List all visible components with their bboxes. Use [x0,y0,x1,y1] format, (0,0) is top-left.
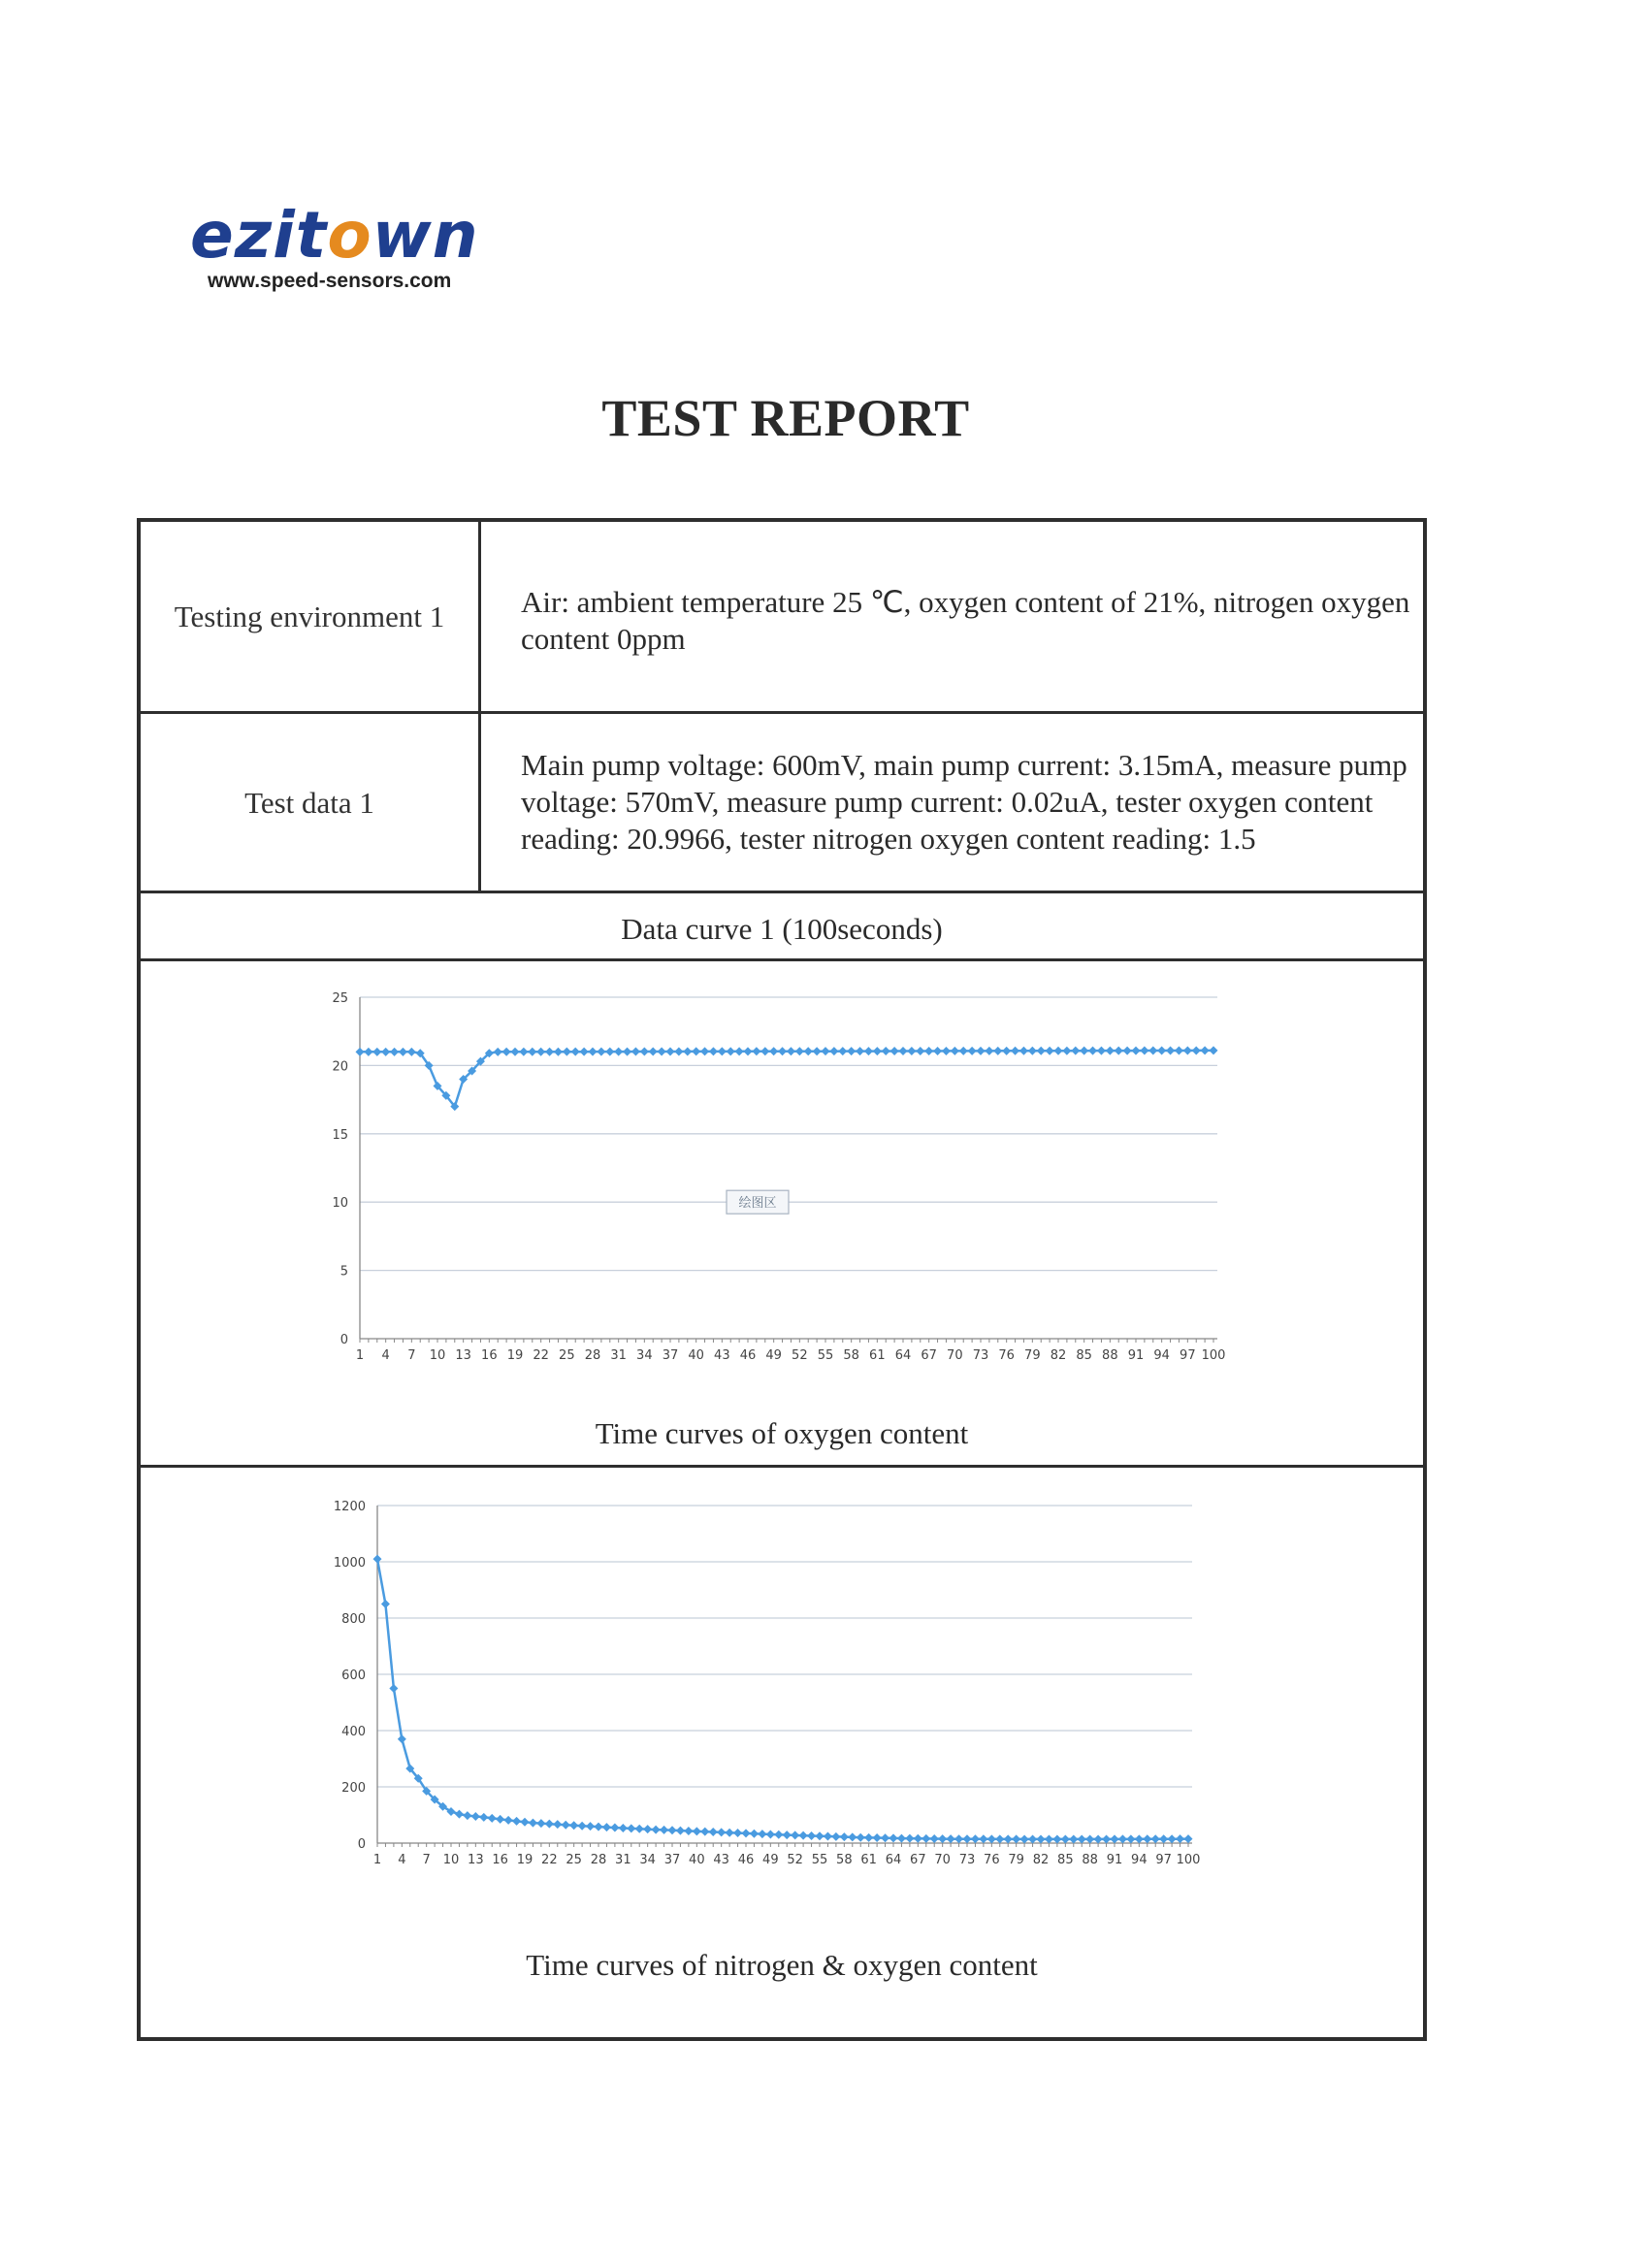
data-point [807,1831,816,1840]
x-tick-label: 34 [636,1348,653,1363]
data-point [488,1814,497,1823]
data-point [831,1832,840,1841]
data-point [778,1047,787,1055]
data-point [1037,1047,1046,1055]
data-point [799,1831,808,1840]
x-tick-label: 94 [1153,1348,1170,1363]
data-point [881,1833,889,1842]
x-tick-label: 46 [737,1853,755,1867]
x-tick-label: 58 [836,1853,853,1867]
data-point [597,1048,605,1056]
data-point [643,1825,652,1833]
data-point [693,1827,701,1835]
data-point [924,1047,933,1055]
data-point [959,1047,968,1055]
data-point [930,1834,939,1843]
data-point [1012,1834,1020,1843]
curve-title: Data curve 1 (100seconds) [621,912,943,946]
data-point [649,1048,658,1056]
data-point [769,1047,778,1055]
company-logo [190,198,501,293]
data-point [471,1812,480,1821]
data-point [614,1048,623,1056]
data-point [381,1048,390,1056]
x-tick-label: 7 [407,1348,416,1363]
data-point [589,1048,598,1056]
y-tick-label: 800 [341,1612,366,1627]
data-point [700,1828,709,1836]
x-tick-label: 97 [1155,1853,1172,1867]
data-point [536,1048,545,1056]
data-point [372,1048,381,1056]
data-point [1080,1047,1088,1055]
x-tick-label: 46 [739,1348,757,1363]
data-point [619,1824,628,1832]
oxygen-chart-caption: Time curves of oxygen content [595,1416,969,1450]
data-point [822,1047,830,1055]
x-tick-label: 55 [817,1348,834,1363]
x-tick-label: 28 [590,1853,607,1867]
data-point [963,1834,972,1843]
data-point [390,1048,399,1056]
data-point [1115,1047,1123,1055]
data-point [787,1047,795,1055]
x-tick-label: 73 [972,1348,989,1363]
data-point [1151,1834,1160,1843]
x-tick-label: 43 [714,1348,730,1363]
x-tick-label: 79 [1024,1348,1041,1363]
data-point [993,1047,1002,1055]
y-tick-label: 5 [340,1264,348,1280]
data-point [897,1834,906,1843]
data-point [951,1047,959,1055]
data-point [623,1048,631,1056]
x-tick-label: 61 [869,1348,886,1363]
y-tick-label: 1000 [333,1556,366,1571]
logo-text-start: ezit [190,198,328,273]
y-tick-label: 1200 [333,1500,366,1514]
data-point [979,1834,987,1843]
data-point [381,1600,390,1608]
x-tick-label: 31 [610,1348,627,1363]
x-tick-label: 70 [934,1853,951,1867]
data-point [407,1048,416,1056]
data-point [816,1831,824,1840]
x-tick-label: 52 [792,1348,808,1363]
data-point [838,1047,847,1055]
x-tick-label: 55 [811,1853,828,1867]
env-label: Testing environment 1 [174,599,445,633]
data-point [1085,1834,1094,1843]
data-point [795,1047,804,1055]
data-point [954,1834,963,1843]
data-point [1062,1047,1071,1055]
x-tick-label: 19 [506,1348,524,1363]
data-point [864,1047,873,1055]
x-tick-label: 64 [885,1853,902,1867]
data-point [922,1834,930,1843]
data-point [938,1834,947,1843]
data-point [733,1829,742,1837]
data-point [717,1828,726,1836]
logo-wordmark [190,198,501,273]
data-point [631,1048,640,1056]
y-tick-label: 15 [332,1127,348,1143]
data-point [658,1047,666,1055]
data-point [496,1815,504,1824]
data-point [595,1823,603,1831]
data-point [504,1816,513,1825]
data-point [494,1048,502,1056]
data-point [586,1822,595,1831]
y-tick-label: 0 [340,1333,348,1347]
data-point [627,1824,635,1832]
data-point [873,1047,882,1055]
oxygen-chart [141,961,1423,1408]
x-tick-label: 7 [422,1853,431,1867]
x-tick-label: 61 [860,1853,877,1867]
data-point [907,1047,916,1055]
data-point [968,1047,977,1055]
data-point [882,1047,890,1055]
x-tick-label: 37 [663,1853,681,1867]
data-point [1183,1046,1192,1054]
env-value: Air: ambient temperature 25 ℃, oxygen content of 21%, nitrogen oxygen content 0ppm [521,585,1410,656]
data-point [916,1047,924,1055]
data-point [455,1810,464,1819]
column-divider [478,522,481,893]
x-tick-label: 88 [1102,1348,1118,1363]
y-tick-label: 25 [332,991,348,1006]
test-data-label: Test data 1 [244,786,374,820]
x-tick-label: 76 [984,1853,1000,1867]
data-point [1168,1834,1177,1843]
data-point [1019,1047,1028,1055]
data-point [1175,1046,1183,1054]
data-point [356,1048,365,1056]
data-point [1143,1834,1151,1843]
data-point [683,1047,692,1055]
data-point [536,1819,545,1828]
x-tick-label: 10 [429,1348,446,1363]
x-tick-label: 49 [765,1348,782,1363]
data-point [1002,1047,1011,1055]
x-tick-label: 13 [468,1853,484,1867]
data-point [502,1048,511,1056]
data-point [977,1047,986,1055]
page-title: TEST REPORT [601,389,970,447]
report-table [137,518,1427,2041]
data-point [602,1823,611,1831]
data-point [1132,1047,1141,1055]
data-point [1148,1047,1157,1055]
data-point [905,1834,914,1843]
data-point [1061,1834,1070,1843]
data-point [840,1832,849,1841]
x-tick-label: 4 [398,1853,406,1867]
data-point [554,1048,563,1056]
data-point [1157,1047,1166,1055]
x-tick-label: 85 [1076,1348,1092,1363]
data-point [1210,1046,1218,1054]
x-tick-label: 1 [355,1348,365,1363]
data-point [824,1832,832,1841]
x-tick-label: 10 [442,1853,460,1867]
data-point [1135,1834,1144,1843]
y-tick-label: 600 [341,1669,366,1683]
data-point [864,1833,873,1842]
nox-chart [141,1468,1423,1895]
x-tick-label: 58 [843,1348,859,1363]
data-point [709,1828,718,1836]
data-point [1028,1834,1037,1843]
x-tick-label: 34 [639,1853,656,1867]
data-point [899,1047,908,1055]
x-tick-label: 64 [894,1348,912,1363]
x-tick-label: 100 [1176,1853,1201,1867]
data-point [553,1820,562,1829]
x-tick-label: 82 [1032,1853,1050,1867]
data-point [804,1047,813,1055]
data-point [813,1047,822,1055]
data-point [889,1833,898,1842]
data-point [692,1047,700,1055]
data-point [791,1831,799,1839]
x-tick-label: 40 [688,1348,704,1363]
row-divider [141,891,1423,893]
data-point [829,1047,838,1055]
x-tick-label: 97 [1180,1348,1196,1363]
data-point [676,1827,685,1835]
data-point [660,1826,668,1834]
data-point [783,1831,792,1839]
x-tick-label: 79 [1008,1853,1024,1867]
data-point [1097,1047,1106,1055]
data-point [640,1048,649,1056]
data-point [735,1047,744,1055]
x-tick-label: 22 [541,1853,558,1867]
data-point [760,1047,769,1055]
data-point [563,1048,571,1056]
data-point [752,1047,760,1055]
series-line [377,1559,1188,1839]
data-point [511,1048,520,1056]
data-point [1176,1834,1184,1843]
data-point [666,1047,675,1055]
data-point [947,1834,955,1843]
x-tick-label: 67 [921,1348,937,1363]
x-tick-label: 76 [998,1348,1015,1363]
logo-text-o: o [327,198,372,273]
data-point [758,1830,766,1838]
data-point [578,1822,587,1831]
data-point [873,1833,882,1842]
x-tick-label: 67 [910,1853,926,1867]
data-point [519,1048,528,1056]
data-point [605,1048,614,1056]
data-point [1111,1834,1119,1843]
x-tick-label: 16 [481,1348,498,1363]
x-tick-label: 43 [713,1853,729,1867]
logo-text-end: wn [372,198,479,273]
data-point [635,1825,644,1833]
data-point [727,1047,735,1055]
y-tick-label: 20 [332,1059,348,1075]
data-point [1184,1834,1193,1843]
data-point [399,1048,407,1056]
data-point [942,1047,951,1055]
data-point [1094,1834,1103,1843]
data-point [610,1824,619,1832]
x-tick-label: 49 [762,1853,779,1867]
data-point [562,1821,570,1830]
x-tick-label: 85 [1057,1853,1074,1867]
data-point [1071,1047,1080,1055]
x-tick-label: 4 [381,1348,390,1363]
data-point [528,1048,536,1056]
data-point [545,1820,554,1829]
data-point [744,1047,753,1055]
data-point [1118,1834,1127,1843]
data-point [718,1047,727,1055]
data-point [742,1829,751,1837]
data-point [933,1047,942,1055]
series-line [360,1051,1213,1107]
data-point [398,1734,406,1743]
data-point [1159,1834,1168,1843]
data-point [1123,1047,1132,1055]
y-tick-label: 0 [357,1837,366,1852]
data-point [1078,1834,1086,1843]
data-point [1004,1834,1013,1843]
data-point [569,1821,578,1830]
data-point [1192,1046,1201,1054]
data-point [1054,1047,1063,1055]
x-tick-label: 37 [662,1348,679,1363]
data-point [1046,1047,1054,1055]
x-tick-label: 1 [372,1853,382,1867]
data-point [1102,1834,1111,1843]
data-point [1106,1047,1115,1055]
data-point [847,1047,856,1055]
x-tick-label: 31 [615,1853,631,1867]
x-tick-label: 91 [1127,1348,1145,1363]
data-point [1037,1834,1046,1843]
data-point [463,1811,471,1820]
data-point [856,1047,864,1055]
data-point [848,1832,857,1841]
data-point [1201,1046,1210,1054]
data-point [389,1684,398,1693]
x-tick-label: 16 [492,1853,508,1867]
data-point [1140,1047,1148,1055]
data-point [668,1826,677,1834]
x-tick-label: 88 [1082,1853,1098,1867]
x-tick-label: 52 [787,1853,803,1867]
y-tick-label: 400 [341,1725,366,1739]
data-point [766,1830,775,1838]
data-point [914,1834,922,1843]
data-point [985,1047,993,1055]
x-tick-label: 19 [516,1853,534,1867]
data-point [1011,1047,1019,1055]
data-point [700,1047,709,1055]
x-tick-label: 13 [455,1348,471,1363]
x-tick-label: 94 [1131,1853,1148,1867]
x-tick-label: 22 [533,1348,549,1363]
data-point [529,1819,537,1828]
x-tick-label: 28 [584,1348,601,1363]
data-point [1126,1834,1135,1843]
data-point [1028,1047,1037,1055]
data-point [750,1830,759,1838]
x-tick-label: 91 [1106,1853,1123,1867]
x-tick-label: 25 [559,1348,575,1363]
x-tick-label: 25 [566,1853,582,1867]
x-tick-label: 100 [1201,1348,1226,1363]
x-tick-label: 40 [689,1853,705,1867]
y-tick-label: 10 [332,1196,348,1212]
data-point [995,1834,1004,1843]
data-point [890,1047,899,1055]
data-point [1045,1834,1053,1843]
data-point [512,1817,521,1826]
data-point [1088,1047,1097,1055]
data-point [971,1834,980,1843]
data-point [774,1831,783,1839]
data-point [1166,1046,1175,1054]
data-point [726,1829,734,1837]
x-tick-label: 82 [1050,1348,1067,1363]
data-point [1020,1834,1029,1843]
data-point [571,1048,580,1056]
data-point [857,1833,865,1842]
data-point [709,1047,718,1055]
nox-chart-caption: Time curves of nitrogen & oxygen content [526,1948,1038,1982]
data-point [1069,1834,1078,1843]
x-tick-label: 70 [947,1348,963,1363]
data-point [521,1818,530,1827]
plot-area-tag: 绘图区 [738,1196,777,1212]
data-point [987,1834,996,1843]
data-point [479,1813,488,1822]
data-point [674,1047,683,1055]
data-point [364,1048,372,1056]
data-point [545,1048,554,1056]
logo-url: www.speed-sensors.com [208,270,452,292]
data-point [580,1048,589,1056]
data-point [684,1827,693,1835]
data-point [1052,1834,1061,1843]
test-data-value: Main pump voltage: 600mV, main pump current: 3.15mA, measure pump voltage: 570mV, measure pump current: 0.02uA, tester oxygen content reading: 20.9966, tester nitrogen oxygen content reading: 1.5 [521,748,1407,856]
x-tick-label: 73 [958,1853,976,1867]
y-tick-label: 200 [341,1781,366,1796]
data-point [652,1826,661,1834]
